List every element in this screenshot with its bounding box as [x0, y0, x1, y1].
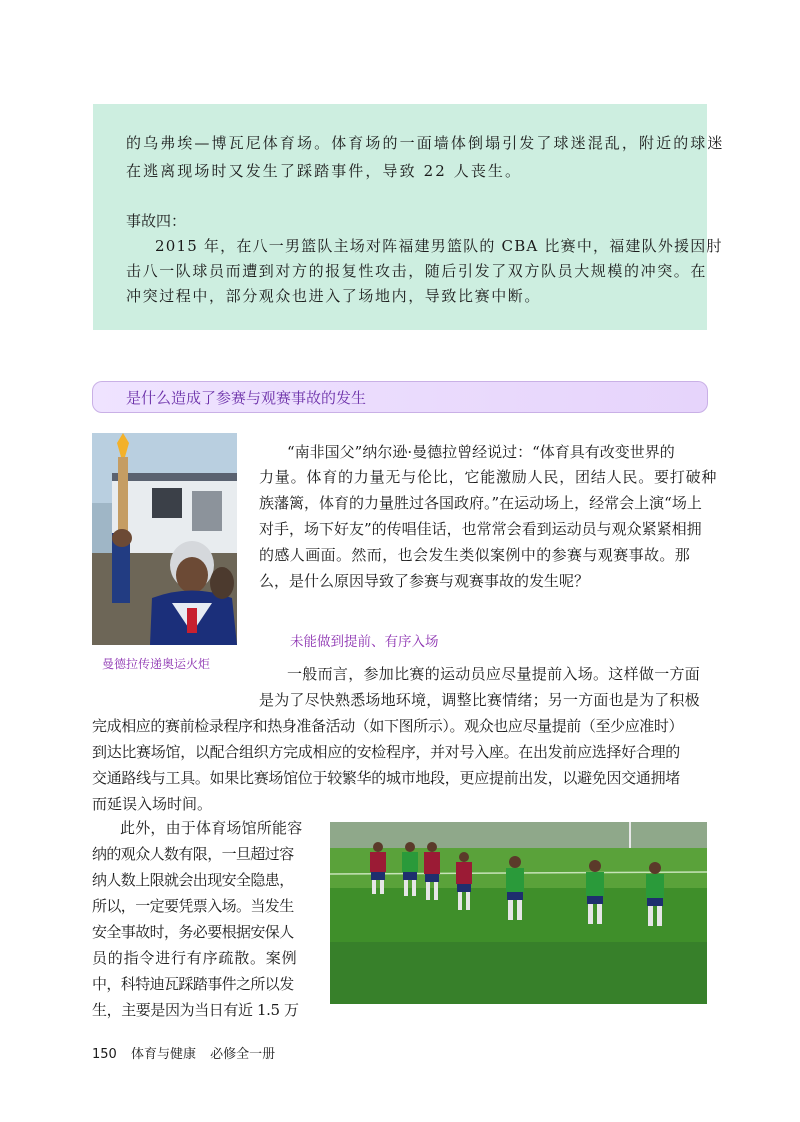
- body2-line: 纳的观众人数有限，一旦超过容: [92, 845, 294, 863]
- body2-line: 所以，一定要凭票入场。当发生: [92, 897, 294, 915]
- subsection-heading: 未能做到提前、有序入场: [290, 634, 439, 650]
- body2-line: 纳人数上限就会出现安全隐患，: [92, 871, 294, 889]
- mandela-torch-photo: [92, 433, 237, 645]
- intro-line: 对手，场下好友”的传唱佳话，也常常会看到运动员与观众紧紧相拥: [259, 520, 702, 538]
- case-line: 冲突过程中，部分观众也进入了场地内，导致比赛中断。: [126, 287, 542, 305]
- body-line: 而延误入场时间。: [92, 795, 213, 813]
- intro-line: 力量。体育的力量无与伦比，它能激励人民，团结人民。要打破种: [259, 468, 718, 486]
- case-line: 的乌弗埃—博瓦尼体育场。体育场的一面墙体倒塌引发了球迷混乱，附近的球迷: [126, 134, 725, 152]
- case-heading: 事故四：: [126, 212, 187, 230]
- body-line: 一般而言，参加比赛的运动员应尽量提前入场。这样做一方面: [287, 665, 701, 683]
- body-line: 完成相应的赛前检录程序和热身准备活动（如下图所示）。观众也应尽量提前（至少应准时）: [92, 717, 684, 735]
- soccer-warmup-photo: [330, 822, 707, 1004]
- body2-line: 生，主要是因为当日有近 1.5 万: [92, 1001, 299, 1019]
- page-number: 150: [92, 1047, 117, 1062]
- body-line: 是为了尽快熟悉场地环境，调整比赛情绪；另一方面也是为了积极: [259, 691, 700, 709]
- section-title: 是什么造成了参赛与观赛事故的发生: [126, 389, 367, 407]
- body-line: 到达比赛场馆，以配合组织方完成相应的安检程序，并对号入座。在出发前应选择好合理的: [92, 743, 681, 761]
- body2-line: 中，科特迪瓦踩踏事件之所以发: [92, 975, 294, 993]
- case-line: 在逃离现场时又发生了踩踏事件，导致 22 人丧生。: [126, 162, 523, 180]
- body2-line: 此外，由于体育场馆所能容: [120, 819, 303, 837]
- body-line: 交通路线与工具。如果比赛场馆位于较繁华的城市地段，更应提前出发，以避免因交通拥堵: [92, 769, 681, 787]
- intro-line: 族藩篱，体育的力量胜过各国政府。”在运动场上，经常会上演“场上: [259, 494, 702, 512]
- intro-line: 么，是什么原因导致了参赛与观赛事故的发生呢？: [259, 572, 590, 590]
- book-title: 体育与健康: [130, 1047, 196, 1062]
- case-box: [93, 104, 725, 330]
- photo-caption: 曼德拉传递奥运火炬: [102, 657, 211, 671]
- body2-line: 安全事故时，务必要根据安保人: [92, 923, 294, 941]
- intro-line: 的感人画面。然而，也会发生类似案例中的参赛与观赛事故。那: [259, 546, 691, 564]
- section-heading: [92, 381, 708, 413]
- case-line: 2015 年，在八一男篮队主场对阵福建男篮队的 CBA 比赛中，福建队外援因肘: [155, 237, 723, 255]
- book-volume: 必修全一册: [210, 1047, 276, 1062]
- body2-line: 员的指令进行有序疏散。案例: [92, 949, 298, 967]
- intro-line: “南非国父”纳尔逊·曼德拉曾经说过：“体育具有改变世界的: [287, 443, 675, 461]
- page-footer: [92, 1043, 285, 1062]
- case-line: 击八一队球员而遭到对方的报复性攻击，随后引发了双方队员大规模的冲突。在: [126, 262, 708, 280]
